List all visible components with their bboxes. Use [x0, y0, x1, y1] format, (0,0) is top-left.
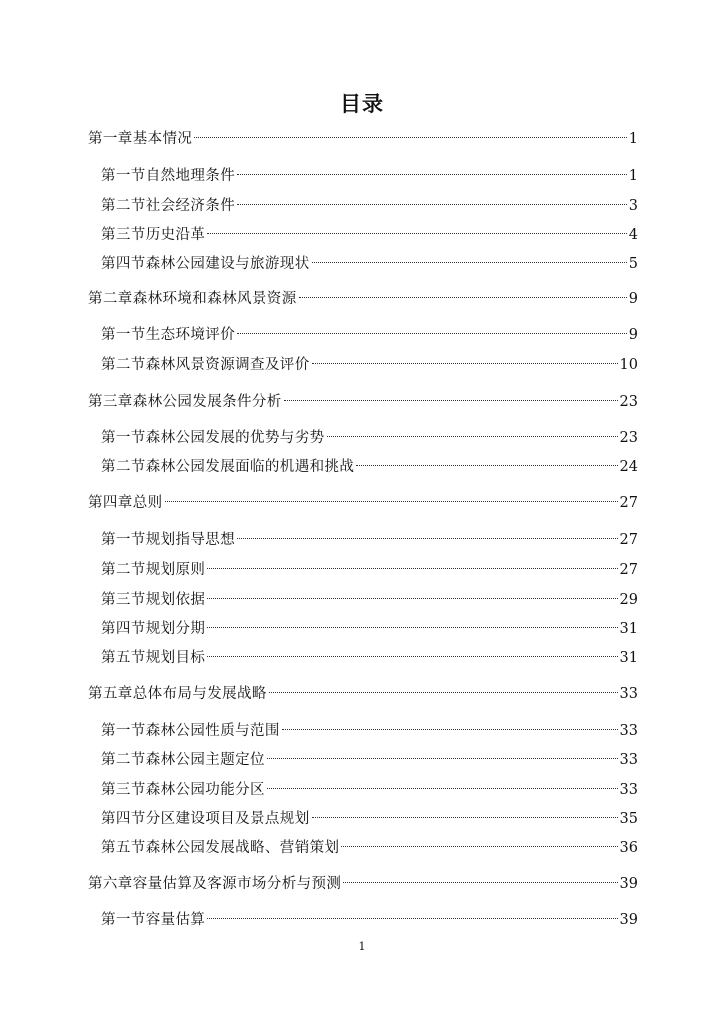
toc-entry-section[interactable]: [101, 427, 638, 449]
dot-leader: [237, 174, 627, 175]
entry-page: 10: [619, 357, 638, 373]
toc-entry-section[interactable]: [101, 837, 638, 859]
dot-leader: [207, 627, 617, 628]
toc-entry-section[interactable]: [101, 354, 638, 376]
toc-entry-section[interactable]: [101, 324, 638, 346]
entry-label: 第四节森林公园建设与旅游现状: [101, 256, 310, 272]
dot-leader: [267, 758, 618, 759]
entry-page: 35: [619, 811, 638, 827]
dot-leader: [343, 882, 617, 883]
dot-leader: [282, 729, 618, 730]
dot-leader: [312, 817, 618, 818]
dot-leader: [207, 233, 626, 234]
entry-label: 第一章基本情况: [88, 131, 193, 147]
entry-page: 31: [619, 650, 638, 666]
entry-page: 1: [628, 131, 638, 147]
entry-page: 33: [619, 782, 638, 798]
toc-entry-section[interactable]: [101, 195, 638, 217]
entry-page: 23: [619, 430, 638, 446]
toc-entry-section[interactable]: [101, 589, 638, 611]
entry-label: 第四节规划分期: [101, 621, 206, 637]
entry-page: 31: [619, 621, 638, 637]
entry-page: 27: [619, 562, 638, 578]
entry-label: 第三节规划依据: [101, 592, 206, 608]
dot-leader: [194, 137, 626, 138]
entry-page: 29: [619, 592, 638, 608]
toc-entry-section[interactable]: [101, 529, 638, 551]
entry-label: 第三节历史沿革: [101, 227, 206, 243]
toc-entry-section[interactable]: [101, 559, 638, 581]
entry-label: 第四章总则: [88, 495, 163, 511]
entry-label: 第三节森林公园功能分区: [101, 782, 265, 798]
toc-entry-section[interactable]: [101, 224, 638, 246]
entry-label: 第五章总体布局与发展战略: [88, 686, 267, 702]
entry-page: 23: [619, 394, 638, 410]
entry-page: 33: [619, 686, 638, 702]
page-number: 1: [358, 940, 366, 953]
entry-label: 第二节森林风景资源调查及评价: [101, 357, 310, 373]
entry-page: 4: [628, 227, 638, 243]
toc-entry-section[interactable]: [101, 779, 638, 801]
entry-page: 33: [619, 723, 638, 739]
entry-label: 第一节森林公园性质与范围: [101, 723, 280, 739]
entry-label: 第三章森林公园发展条件分析: [88, 394, 282, 410]
toc-title: 目录: [340, 92, 384, 116]
toc-entry-section[interactable]: [101, 749, 638, 771]
entry-label: 第二节社会经济条件: [101, 198, 236, 214]
dot-leader: [207, 918, 617, 919]
toc-entry-section[interactable]: [101, 165, 638, 187]
entry-page: 3: [628, 198, 638, 214]
entry-label: 第一节森林公园发展的优势与劣势: [101, 430, 325, 446]
toc-entry-section[interactable]: [101, 253, 638, 275]
entry-label: 第二节森林公园发展面临的机遇和挑战: [101, 459, 355, 475]
toc-entry-section[interactable]: [101, 909, 638, 931]
entry-label: 第六章容量估算及客源市场分析与预测: [88, 876, 342, 892]
entry-page: 5: [628, 256, 638, 272]
toc-entry-chapter[interactable]: [88, 683, 638, 705]
entry-page: 39: [619, 912, 638, 928]
toc-entry-chapter[interactable]: [88, 128, 638, 150]
dot-leader: [237, 333, 627, 334]
dot-leader: [207, 656, 617, 657]
entry-label: 第四节分区建设项目及景点规划: [101, 811, 310, 827]
toc-entry-chapter[interactable]: [88, 492, 638, 514]
dot-leader: [327, 436, 618, 437]
toc-entry-section[interactable]: [101, 618, 638, 640]
entry-page: 1: [628, 168, 638, 184]
entry-label: 第五节规划目标: [101, 650, 206, 666]
entry-page: 27: [619, 495, 638, 511]
entry-label: 第二节森林公园主题定位: [101, 752, 265, 768]
toc-entry-chapter[interactable]: [88, 288, 638, 310]
entry-page: 27: [619, 532, 638, 548]
dot-leader: [356, 465, 617, 466]
toc-entry-section[interactable]: [101, 808, 638, 830]
dot-leader: [207, 568, 617, 569]
dot-leader: [312, 363, 618, 364]
entry-label: 第五节森林公园发展战略、营销策划: [101, 840, 340, 856]
toc-entry-chapter[interactable]: [88, 391, 638, 413]
dot-leader: [207, 598, 617, 599]
toc-entry-section[interactable]: [101, 720, 638, 742]
dot-leader: [299, 297, 627, 298]
dot-leader: [237, 204, 627, 205]
entry-label: 第一节生态环境评价: [101, 327, 236, 343]
entry-label: 第一节规划指导思想: [101, 532, 236, 548]
entry-label: 第二章森林环境和森林风景资源: [88, 291, 297, 307]
entry-page: 36: [619, 840, 638, 856]
dot-leader: [237, 538, 617, 539]
entry-page: 39: [619, 876, 638, 892]
dot-leader: [341, 846, 617, 847]
toc-entry-section[interactable]: [101, 647, 638, 669]
toc-entry-section[interactable]: [101, 456, 638, 478]
entry-page: 9: [628, 291, 638, 307]
dot-leader: [165, 501, 618, 502]
entry-page: 24: [619, 459, 638, 475]
dot-leader: [312, 262, 627, 263]
entry-label: 第一节容量估算: [101, 912, 206, 928]
entry-label: 第一节自然地理条件: [101, 168, 236, 184]
dot-leader: [267, 788, 618, 789]
dot-leader: [269, 692, 618, 693]
entry-label: 第二节规划原则: [101, 562, 206, 578]
toc-entry-chapter[interactable]: [88, 873, 638, 895]
entry-page: 9: [628, 327, 638, 343]
dot-leader: [284, 400, 618, 401]
entry-page: 33: [619, 752, 638, 768]
